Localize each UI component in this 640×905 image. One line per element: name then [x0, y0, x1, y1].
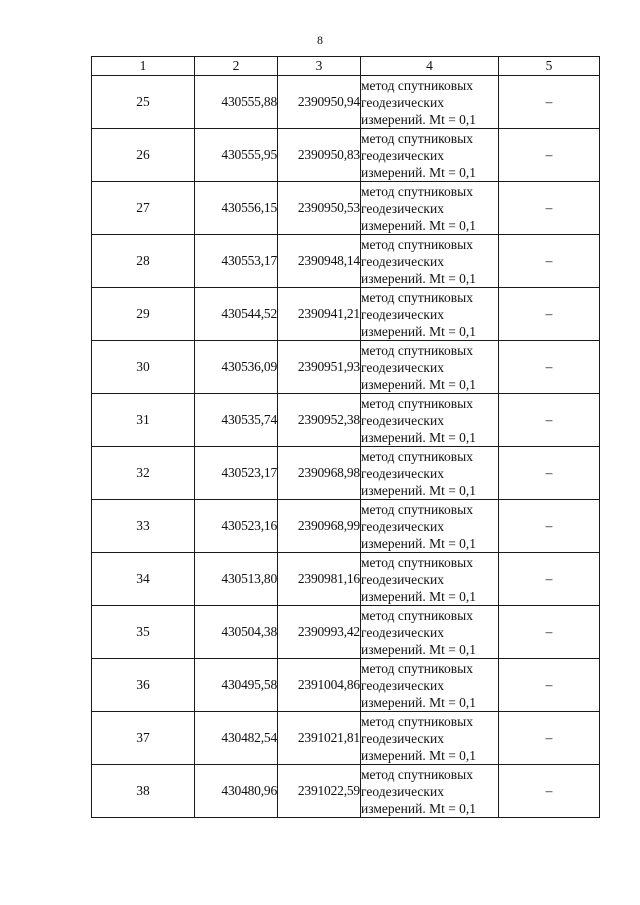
method-line: геодезических — [361, 253, 444, 269]
note-cell: – — [499, 500, 600, 553]
column-header-1: 1 — [92, 57, 195, 76]
y-coordinate-cell: 2390968,98 — [278, 447, 361, 500]
table-row — [92, 553, 600, 606]
method-line: измерений. Mt = 0,1 — [361, 376, 477, 392]
method-line: измерений. Mt = 0,1 — [361, 111, 477, 127]
point-number-cell: 35 — [92, 606, 195, 659]
method-line: измерений. Mt = 0,1 — [361, 747, 477, 763]
y-coordinate-cell: 2391004,86 — [278, 659, 361, 712]
method-cell — [361, 288, 499, 341]
point-number-cell: 30 — [92, 341, 195, 394]
method-line: измерений. Mt = 0,1 — [361, 323, 477, 339]
y-coordinate-cell: 2390981,16 — [278, 553, 361, 606]
method-cell — [361, 765, 499, 818]
method-line: метод спутниковых — [361, 77, 473, 93]
method-line: измерений. Mt = 0,1 — [361, 800, 477, 816]
method-line: измерений. Mt = 0,1 — [361, 482, 477, 498]
table-row — [92, 129, 600, 182]
table-row — [92, 606, 600, 659]
method-line: геодезических — [361, 306, 444, 322]
method-line: измерений. Mt = 0,1 — [361, 270, 477, 286]
x-coordinate-cell: 430495,58 — [195, 659, 278, 712]
method-cell — [361, 182, 499, 235]
y-coordinate-cell: 2390950,83 — [278, 129, 361, 182]
method-cell — [361, 235, 499, 288]
x-coordinate-cell: 430555,95 — [195, 129, 278, 182]
method-line: метод спутниковых — [361, 289, 473, 305]
method-line: метод спутниковых — [361, 236, 473, 252]
method-line: метод спутниковых — [361, 607, 473, 623]
point-number-cell: 33 — [92, 500, 195, 553]
method-cell — [361, 447, 499, 500]
y-coordinate-cell: 2390941,21 — [278, 288, 361, 341]
note-cell: – — [499, 76, 600, 129]
method-cell — [361, 712, 499, 765]
x-coordinate-cell: 430553,17 — [195, 235, 278, 288]
method-line: геодезических — [361, 200, 444, 216]
method-cell — [361, 500, 499, 553]
table-row — [92, 288, 600, 341]
method-cell — [361, 394, 499, 447]
method-cell — [361, 129, 499, 182]
method-cell — [361, 76, 499, 129]
column-header-5: 5 — [499, 57, 600, 76]
point-number-cell: 27 — [92, 182, 195, 235]
table-body — [92, 76, 600, 818]
y-coordinate-cell: 2390950,94 — [278, 76, 361, 129]
note-cell: – — [499, 712, 600, 765]
point-number-cell: 37 — [92, 712, 195, 765]
x-coordinate-cell: 430523,16 — [195, 500, 278, 553]
table-row — [92, 76, 600, 129]
note-cell: – — [499, 235, 600, 288]
y-coordinate-cell: 2390993,42 — [278, 606, 361, 659]
table-row — [92, 182, 600, 235]
header-row — [92, 57, 600, 76]
y-coordinate-cell: 2391022,59 — [278, 765, 361, 818]
x-coordinate-cell: 430555,88 — [195, 76, 278, 129]
y-coordinate-cell: 2390952,38 — [278, 394, 361, 447]
note-cell: – — [499, 659, 600, 712]
method-line: геодезических — [361, 783, 444, 799]
method-line: метод спутниковых — [361, 448, 473, 464]
method-line: измерений. Mt = 0,1 — [361, 217, 477, 233]
table-row — [92, 341, 600, 394]
point-number-cell: 26 — [92, 129, 195, 182]
point-number-cell: 31 — [92, 394, 195, 447]
point-number-cell: 25 — [92, 76, 195, 129]
x-coordinate-cell: 430556,15 — [195, 182, 278, 235]
method-line: геодезических — [361, 412, 444, 428]
method-cell — [361, 341, 499, 394]
method-line: геодезических — [361, 518, 444, 534]
column-header-4: 4 — [361, 57, 499, 76]
x-coordinate-cell: 430535,74 — [195, 394, 278, 447]
method-line: геодезических — [361, 147, 444, 163]
point-number-cell: 28 — [92, 235, 195, 288]
method-line: измерений. Mt = 0,1 — [361, 694, 477, 710]
method-cell — [361, 553, 499, 606]
table-row — [92, 500, 600, 553]
method-line: метод спутниковых — [361, 395, 473, 411]
note-cell: – — [499, 129, 600, 182]
note-cell: – — [499, 182, 600, 235]
y-coordinate-cell: 2390951,93 — [278, 341, 361, 394]
table-row — [92, 765, 600, 818]
table-row — [92, 447, 600, 500]
method-line: геодезических — [361, 359, 444, 375]
x-coordinate-cell: 430536,09 — [195, 341, 278, 394]
method-line: геодезических — [361, 624, 444, 640]
method-cell — [361, 659, 499, 712]
column-header-3: 3 — [278, 57, 361, 76]
x-coordinate-cell: 430513,80 — [195, 553, 278, 606]
method-line: метод спутниковых — [361, 130, 473, 146]
method-cell — [361, 606, 499, 659]
point-number-cell: 32 — [92, 447, 195, 500]
method-line: метод спутниковых — [361, 713, 473, 729]
table-header — [92, 57, 600, 76]
note-cell: – — [499, 553, 600, 606]
y-coordinate-cell: 2390950,53 — [278, 182, 361, 235]
x-coordinate-cell: 430480,96 — [195, 765, 278, 818]
method-line: измерений. Mt = 0,1 — [361, 535, 477, 551]
page-number: 8 — [317, 33, 323, 47]
y-coordinate-cell: 2390968,99 — [278, 500, 361, 553]
point-number-cell: 34 — [92, 553, 195, 606]
method-line: измерений. Mt = 0,1 — [361, 164, 477, 180]
table-row — [92, 394, 600, 447]
x-coordinate-cell: 430544,52 — [195, 288, 278, 341]
method-line: измерений. Mt = 0,1 — [361, 641, 477, 657]
method-line: измерений. Mt = 0,1 — [361, 429, 477, 445]
method-line: геодезических — [361, 730, 444, 746]
method-line: метод спутниковых — [361, 183, 473, 199]
note-cell: – — [499, 341, 600, 394]
table-row — [92, 235, 600, 288]
table-row — [92, 659, 600, 712]
note-cell: – — [499, 765, 600, 818]
method-line: измерений. Mt = 0,1 — [361, 588, 477, 604]
x-coordinate-cell: 430523,17 — [195, 447, 278, 500]
coordinates-table — [91, 56, 600, 818]
method-line: геодезических — [361, 94, 444, 110]
method-line: метод спутниковых — [361, 501, 473, 517]
method-line: геодезических — [361, 677, 444, 693]
column-header-2: 2 — [195, 57, 278, 76]
point-number-cell: 38 — [92, 765, 195, 818]
method-line: метод спутниковых — [361, 342, 473, 358]
y-coordinate-cell: 2390948,14 — [278, 235, 361, 288]
y-coordinate-cell: 2391021,81 — [278, 712, 361, 765]
x-coordinate-cell: 430504,38 — [195, 606, 278, 659]
note-cell: – — [499, 447, 600, 500]
point-number-cell: 29 — [92, 288, 195, 341]
method-line: метод спутниковых — [361, 554, 473, 570]
method-line: метод спутниковых — [361, 766, 473, 782]
note-cell: – — [499, 288, 600, 341]
note-cell: – — [499, 394, 600, 447]
note-cell: – — [499, 606, 600, 659]
method-line: геодезических — [361, 571, 444, 587]
x-coordinate-cell: 430482,54 — [195, 712, 278, 765]
point-number-cell: 36 — [92, 659, 195, 712]
method-line: метод спутниковых — [361, 660, 473, 676]
method-line: геодезических — [361, 465, 444, 481]
table-row — [92, 712, 600, 765]
